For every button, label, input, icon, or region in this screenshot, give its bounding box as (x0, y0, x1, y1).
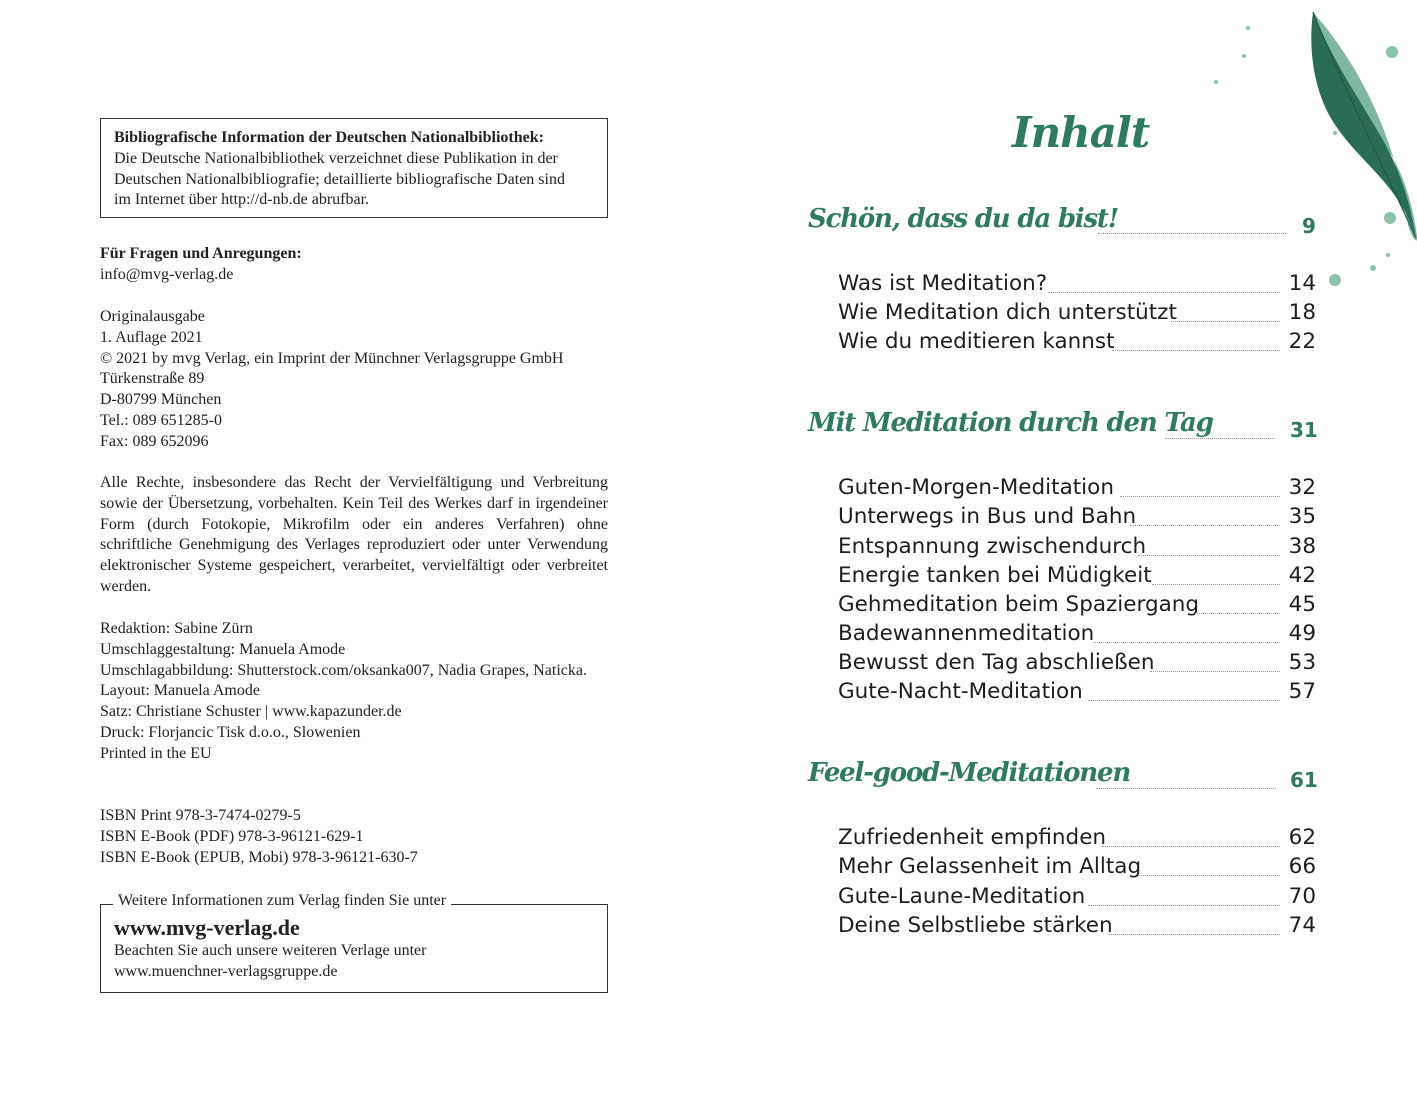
entry-page: 53 (1288, 650, 1316, 675)
entry-page: 49 (1288, 621, 1316, 646)
credit-line: Druck: Florjancic Tisk d.o.o., Slowenien (100, 723, 361, 741)
toc-entry (838, 854, 1318, 882)
toc-entry (838, 884, 1318, 912)
entry-label: Entspannung zwischendurch (838, 534, 1147, 559)
toc-entry (838, 475, 1318, 503)
biblio-line: Die Deutsche Nationalbibliothek verzeichnet diese Publikation in der (114, 149, 558, 167)
entry-label: Gute-Laune-Meditation (838, 884, 1086, 909)
entry-page: 74 (1288, 913, 1316, 938)
entry-label: Was ist Meditation? (838, 271, 1048, 296)
entry-page: 66 (1288, 854, 1316, 879)
leaf-icon (1180, 0, 1417, 300)
section-page: 61 (1290, 768, 1318, 792)
dot-leader (1088, 905, 1280, 906)
credit-line: Satz: Christiane Schuster | www.kapazunder.de (100, 703, 402, 721)
publisher-line: Fax: 089 652096 (100, 432, 209, 450)
section-title: Schön, dass du da bist! (808, 204, 1118, 234)
entry-label: Wie Meditation dich unterstützt (838, 300, 1177, 325)
credit-line: Umschlaggestaltung: Manuela Amode (100, 640, 346, 658)
toc-entry (838, 592, 1318, 620)
credit-line: Redaktion: Sabine Zürn (100, 620, 253, 637)
dot-leader (1171, 321, 1280, 322)
web-url: www.mvg-verlag.de (114, 915, 300, 940)
dot-leader (1138, 875, 1280, 876)
toc-entry (838, 913, 1318, 941)
entry-label: Energie tanken bei Müdigkeit (838, 563, 1152, 588)
rights-text: Alle Rechte, insbesondere das Recht der Vervielfältigung und Verbreitung sowie der Übersetzung, vorbehalten. Kein Teil des Werkes darf in irgendeiner Form (durch Fotokopie, Mikrofilm oder ein anderes Verfahren) ohne schriftliche Genehmigung des Verlages reproduziert oder unter Verwendung elektronischer Systeme gespeichert, verarbeitet, vervielfältigt oder verbreitet werden. (100, 474, 608, 595)
biblio-line: im Internet über http://d-nb.de abrufbar. (114, 191, 370, 209)
publisher-line: © 2021 by mvg Verlag, ein Imprint der Münchner Verlagsgruppe GmbH (100, 349, 564, 367)
toc-entry (838, 679, 1318, 707)
toc-title: Inhalt (1012, 108, 1150, 157)
entry-page: 18 (1288, 300, 1316, 325)
web-legend: Weitere Informationen zum Verlag finden Sie unter (113, 891, 451, 912)
toc-entry (838, 650, 1318, 678)
entry-label: Wie du meditieren kannst (838, 329, 1115, 354)
entry-page: 32 (1288, 475, 1316, 500)
entry-label: Mehr Gelassenheit im Alltag (838, 854, 1142, 879)
entry-page: 57 (1288, 679, 1316, 704)
toc-entry (838, 621, 1318, 649)
dot-leader (1048, 292, 1280, 293)
entry-label: Gute-Nacht-Meditation (838, 679, 1083, 704)
dot-leader (1088, 700, 1280, 701)
entry-label: Zufriedenheit empfinden (838, 825, 1107, 850)
toc-entry (838, 563, 1318, 591)
entry-page: 14 (1288, 271, 1316, 296)
contact-email: info@mvg-verlag.de (100, 265, 234, 283)
entry-label: Unterwegs in Bus und Bahn (838, 504, 1137, 529)
toc-entry (838, 504, 1318, 532)
entry-page: 45 (1288, 592, 1316, 617)
credit-line: Printed in the EU (100, 744, 212, 762)
web-note-line: www.muenchner-verlagsgruppe.de (114, 962, 338, 980)
dot-leader (1096, 788, 1276, 789)
biblio-line: Deutschen Nationalbibliografie; detaillierte bibliografische Daten sind (114, 170, 565, 188)
isbn-line: ISBN E-Book (PDF) 978-3-96121-629-1 (100, 827, 364, 845)
entry-label: Bewusst den Tag abschließen (838, 650, 1155, 675)
section-page: 9 (1302, 214, 1316, 238)
isbn-line: ISBN E-Book (EPUB, Mobi) 978-3-96121-630-7 (100, 848, 418, 866)
entry-page: 22 (1288, 329, 1316, 354)
dot-leader (1109, 934, 1280, 935)
section-title: Mit Meditation durch den Tag (808, 408, 1213, 438)
credit-line: Layout: Manuela Amode (100, 682, 260, 700)
entry-page: 62 (1288, 825, 1316, 850)
dot-leader (1150, 671, 1280, 672)
section-title: Feel-good-Meditationen (808, 758, 1131, 788)
publisher-line: 1. Auflage 2021 (100, 328, 203, 346)
entry-page: 38 (1288, 534, 1316, 559)
dot-leader (1093, 642, 1280, 643)
isbn-line: ISBN Print 978-3-7474-0279-5 (100, 807, 301, 824)
entry-label: Deine Selbstliebe stärken (838, 913, 1113, 938)
dot-leader (1193, 613, 1280, 614)
toc-entry (838, 329, 1318, 357)
dot-leader (1098, 233, 1286, 234)
entry-page: 35 (1288, 504, 1316, 529)
entry-page: 42 (1288, 563, 1316, 588)
entry-label: Badewannenmeditation (838, 621, 1095, 646)
dot-leader (1138, 555, 1280, 556)
toc-entry (838, 534, 1318, 562)
dot-leader (1120, 496, 1280, 497)
section-page: 31 (1290, 418, 1318, 442)
publisher-line: Originalausgabe (100, 308, 205, 325)
credit-line: Umschlagabbildung: Shutterstock.com/oksanka007, Nadia Grapes, Naticka. (100, 661, 587, 679)
dot-leader (1165, 438, 1275, 439)
toc-entry (838, 825, 1318, 853)
dot-leader (1152, 584, 1280, 585)
dot-leader (1102, 846, 1280, 847)
publisher-line: Tel.: 089 651285-0 (100, 411, 222, 429)
publisher-line: Türkenstraße 89 (100, 370, 205, 388)
dot-leader (1112, 350, 1280, 351)
entry-page: 70 (1288, 884, 1316, 909)
toc-entry (838, 271, 1318, 299)
biblio-title: Bibliografische Information der Deutschen Nationalbibliothek: (114, 129, 544, 146)
entry-label: Guten-Morgen-Meditation (838, 475, 1114, 500)
web-note-line: Beachten Sie auch unsere weiteren Verlage unter (114, 942, 427, 959)
contact-title: Für Fragen und Anregungen: (100, 245, 302, 262)
entry-label: Gehmeditation beim Spaziergang (838, 592, 1200, 617)
publisher-line: D-80799 München (100, 391, 222, 409)
dot-leader (1130, 525, 1280, 526)
toc-entry (838, 300, 1318, 328)
